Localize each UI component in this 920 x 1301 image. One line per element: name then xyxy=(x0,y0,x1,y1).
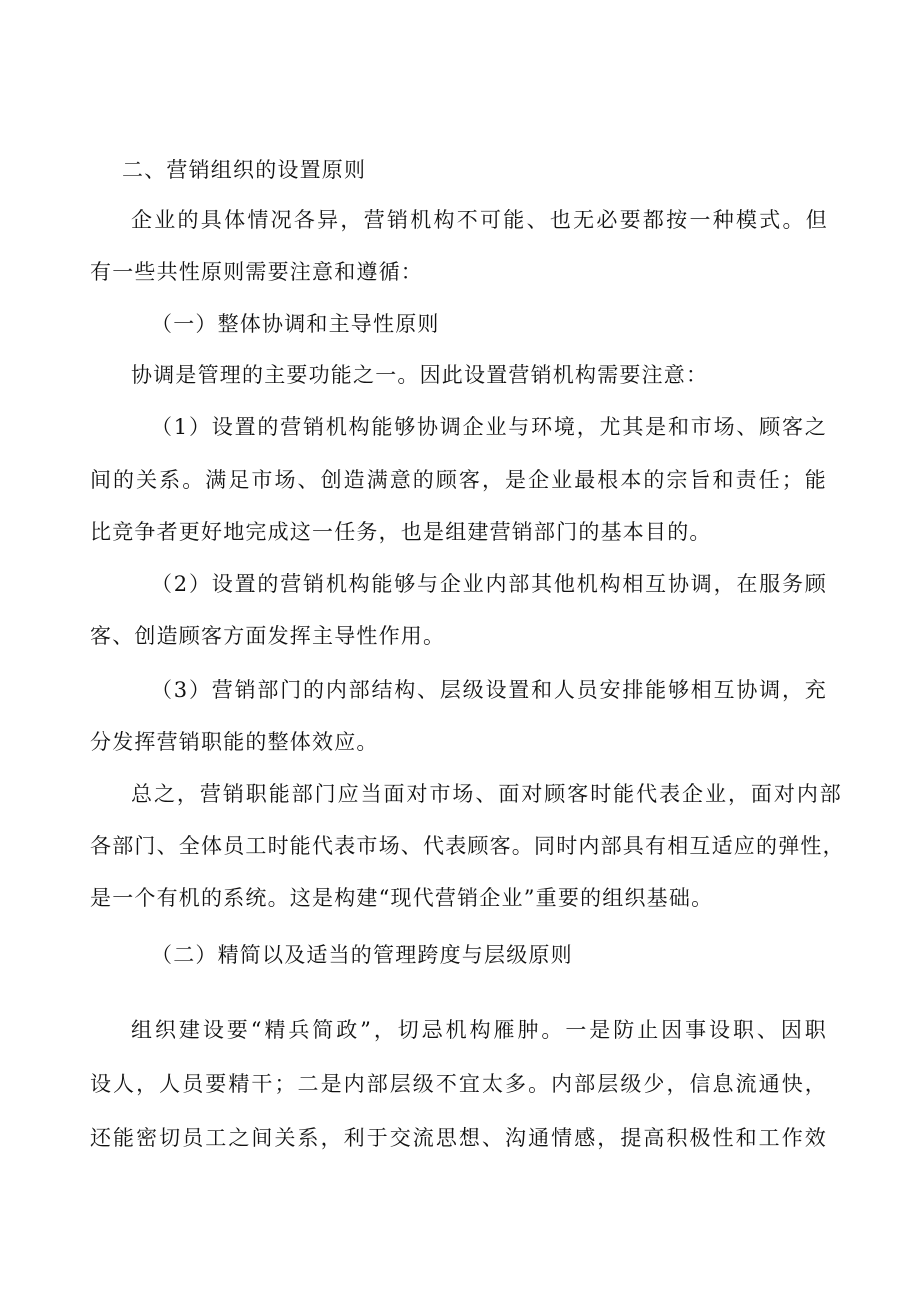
point-1-line-1: （1）设置的营销机构能够协调企业与环境，尤其是和市场、顾客之 xyxy=(151,415,827,439)
summary-line-2: 各部门、全体员工时能代表市场、代表顾客。同时内部具有相互适应的弹性， xyxy=(90,834,845,858)
point-2-line-1: （2）设置的营销机构能够与企业内部其他机构相互协调，在服务顾 xyxy=(151,572,827,596)
point-3-line-1: （3）营销部门的内部结构、层级设置和人员安排能够相互协调，充 xyxy=(151,678,827,702)
subsection-heading-1: （一）整体协调和主导性原则 xyxy=(151,312,440,336)
subsection-1-lead: 协调是管理的主要功能之一。因此设置营销机构需要注意： xyxy=(131,363,709,387)
subsection-2-line-2: 设人，人员要精干；二是内部层级不宜太多。内部层级少，信息流通快， xyxy=(90,1072,827,1096)
summary-line-3: 是一个有机的系统。这是构建“现代营销企业”重要的组织基础。 xyxy=(90,886,714,910)
subsection-2-line-1: 组织建设要“精兵简政”，切忌机构雁肿。一是防止因事设职、因职 xyxy=(131,1018,827,1042)
intro-line-2: 有一些共性原则需要注意和遵循： xyxy=(90,260,423,284)
point-3-line-2: 分发挥营销职能的整体效应。 xyxy=(90,730,379,754)
subsection-heading-2: （二）精简以及适当的管理跨度与层级原则 xyxy=(151,943,573,967)
subsection-2-line-3: 还能密切员工之间关系，利于交流思想、沟通情感，提高积极性和工作效 xyxy=(90,1126,827,1150)
point-1-line-3: 比竞争者更好地完成这一任务，也是组建营销部门的基本目的。 xyxy=(90,520,712,544)
point-1-line-2: 间的关系。满足市场、创造满意的顾客，是企业最根本的宗旨和责任；能 xyxy=(90,468,827,492)
summary-line-1: 总之，营销职能部门应当面对市场、面对顾客时能代表企业，面对内部 xyxy=(131,782,842,806)
intro-line-1: 企业的具体情况各异，营销机构不可能、也无必要都按一种模式。但 xyxy=(131,208,828,232)
point-2-line-2: 客、创造顾客方面发挥主导性作用。 xyxy=(90,624,446,648)
section-heading: 二、营销组织的设置原则 xyxy=(122,158,367,182)
